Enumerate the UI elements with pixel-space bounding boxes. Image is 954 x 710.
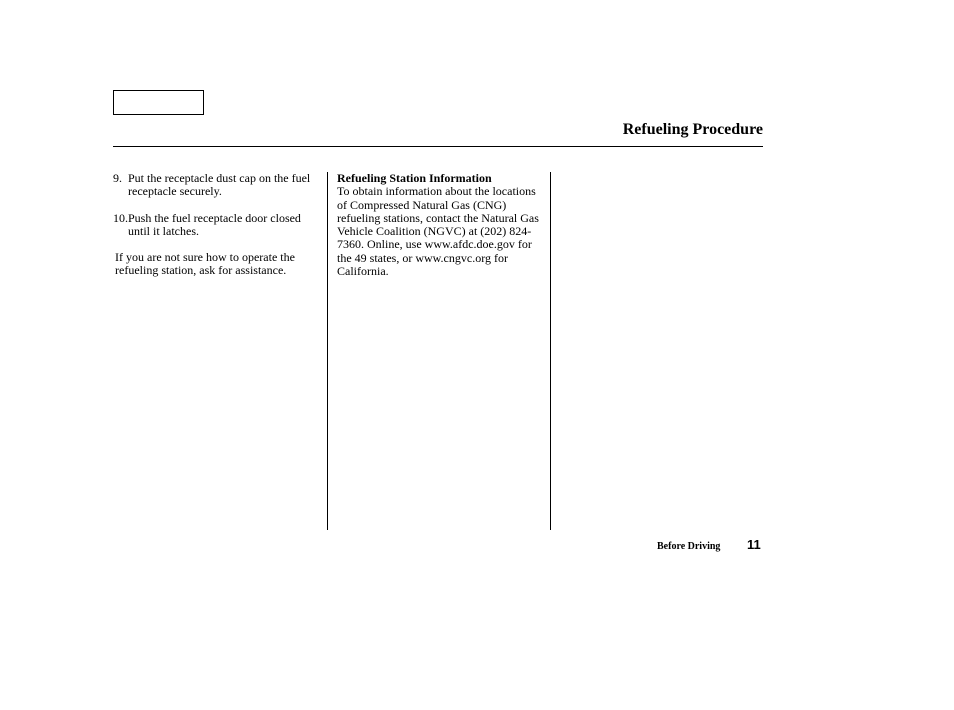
footer-section-label: Before Driving bbox=[657, 541, 721, 552]
procedure-step bbox=[113, 212, 318, 239]
column-procedure-steps bbox=[113, 172, 318, 278]
section-nav-box bbox=[113, 90, 204, 115]
title-rule bbox=[113, 146, 763, 147]
step-text: Put the receptacle dust cap on the fuel receptacle securely. bbox=[128, 171, 311, 199]
column-divider-left bbox=[327, 172, 328, 530]
step-number: 10. bbox=[113, 210, 128, 225]
column-station-information bbox=[337, 172, 545, 278]
page-title: Refueling Procedure bbox=[622, 121, 763, 138]
assistance-note: If you are not sure how to operate the refueling station, ask for assistance. bbox=[115, 250, 295, 278]
step-number: 9. bbox=[113, 171, 122, 185]
column-divider-right bbox=[550, 172, 551, 530]
procedure-step bbox=[113, 172, 318, 199]
step-text: Push the fuel receptacle door closed until it latches. bbox=[128, 210, 301, 238]
section-heading: Refueling Station Information bbox=[337, 171, 492, 185]
page-number: 11 bbox=[747, 537, 761, 552]
section-body: To obtain information about the locations of Compressed Natural Gas (CNG) refueling stations, contact the Natural Gas Vehicle Coalition (NGVC) at (202) 824-7360. Online, use www.afdc.doe.gov for the 49 states, or www.cngvc.org for California. bbox=[337, 184, 539, 279]
